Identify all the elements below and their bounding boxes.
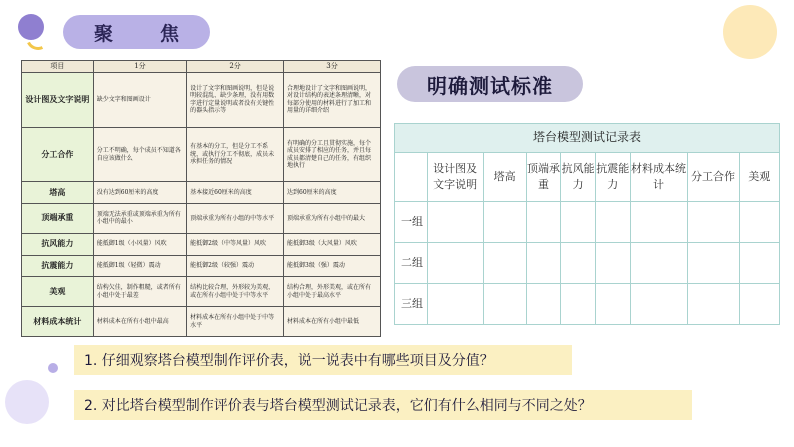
record-row [395,284,780,325]
evaluation-item-label: 设计图及文字说明 [22,72,94,127]
record-row [395,243,780,284]
evaluation-score-3: 材料成本在所有小组中最低 [284,307,381,337]
evaluation-row [22,204,381,234]
evaluation-score-2: 基本接近60厘米的高度 [187,182,284,204]
evaluation-score-1: 结构欠佳，制作粗糙，或者所有小组中处于最差 [93,277,186,307]
record-cell[interactable] [427,243,483,284]
record-cell[interactable] [561,243,596,284]
record-header-cell: 抗震能力 [595,153,630,202]
evaluation-score-3: 达到60厘米的高度 [284,182,381,204]
evaluation-row [22,307,381,337]
evaluation-score-3: 顶端承重为所有小组中的最大 [284,204,381,234]
record-cell[interactable] [687,243,739,284]
decorative-circle-bottom [5,380,49,424]
evaluation-header-cell: 项目 [22,61,94,73]
record-cell[interactable] [483,284,526,325]
evaluation-score-2: 有基本的分工，但是分工不系统，或执行分工不彻底，成员未承担任务的情况 [187,127,284,182]
evaluation-score-3: 有明确的分工且贯彻实施，每个成员安排了相应的任务，并且每成员都清楚自己的任务，有组织地执行 [284,127,381,182]
record-cell[interactable] [739,202,780,243]
evaluation-score-2: 设计了文字和图画说明，但是说明较混乱、缺少条理，没有用数字进行定量说明或者没有关键性的器头指示等 [187,72,284,127]
record-cell[interactable] [595,202,630,243]
record-cell[interactable] [561,284,596,325]
record-cell[interactable] [739,243,780,284]
record-header-cell: 材料成本统计 [630,153,687,202]
evaluation-score-2: 顶端承重为所有小组的中等水平 [187,204,284,234]
record-cell[interactable] [630,202,687,243]
evaluation-item-label: 抗风能力 [22,233,94,255]
record-cell[interactable] [739,284,780,325]
evaluation-header-cell: 2分 [187,61,284,73]
evaluation-table-image [21,60,381,337]
evaluation-score-1: 能抵御1级（轻微）震动 [93,255,186,277]
evaluation-score-1: 分工不明确，每个成员不知道各自应该做什么 [93,127,186,182]
evaluation-item-label: 塔高 [22,182,94,204]
evaluation-item-label: 顶端承重 [22,204,94,234]
record-cell[interactable] [427,202,483,243]
decorative-sun-circle [723,5,777,59]
evaluation-score-1: 缺少文字和图画设计 [93,72,186,127]
record-table [394,123,780,325]
evaluation-score-2: 能抵御2级（中等风量）风吹 [187,233,284,255]
evaluation-score-1: 没有达到60厘米的高度 [93,182,186,204]
record-cell[interactable] [595,284,630,325]
evaluation-row [22,255,381,277]
question-2-text: 2. 对比塔台模型制作评价表与塔台模型测试记录表，它们有什么相同与不同之处？ [84,398,592,414]
evaluation-score-1: 顶端无法承重或顶端承重为所有小组中的最小 [93,204,186,234]
question-1 [74,345,572,375]
record-cell[interactable] [427,284,483,325]
record-table-container [394,123,780,324]
record-cell[interactable] [630,243,687,284]
evaluation-item-label: 材料成本统计 [22,307,94,337]
evaluation-score-1: 能抵御1级（小风量）风吹 [93,233,186,255]
evaluation-row [22,233,381,255]
record-header-cell: 塔高 [483,153,526,202]
record-header-cell: 顶端承重 [526,153,561,202]
evaluation-table [21,60,381,337]
evaluation-score-2: 结构比较合理，外形较为美观，或在所有小组中处于中等水平 [187,277,284,307]
record-header-row [395,153,780,202]
record-header-cell: 美观 [739,153,780,202]
record-header-cell [395,153,428,202]
record-row-label: 三组 [395,284,428,325]
section-title-text: 聚 焦 [93,22,193,45]
record-table-caption: 塔台模型测试记录表 [395,124,780,153]
evaluation-score-3: 能抵御3级（强）震动 [284,255,381,277]
evaluation-item-label: 抗震能力 [22,255,94,277]
evaluation-header-cell: 3分 [284,61,381,73]
evaluation-score-2: 能抵御2级（较强）震动 [187,255,284,277]
record-cell[interactable] [687,202,739,243]
test-standard-text: 明确测试标准 [427,73,553,98]
record-cell[interactable] [595,243,630,284]
decorative-dot [48,363,58,373]
record-row-label: 二组 [395,243,428,284]
evaluation-score-1: 材料成本在所有小组中最高 [93,307,186,337]
evaluation-score-2: 材料成本在所有小组中处于中等水平 [187,307,284,337]
evaluation-row [22,127,381,182]
record-cell[interactable] [630,284,687,325]
question-2 [74,390,692,420]
record-cell[interactable] [526,284,561,325]
record-cell[interactable] [526,243,561,284]
record-cell[interactable] [561,202,596,243]
record-cell[interactable] [483,202,526,243]
record-header-cell: 设计图及文字说明 [427,153,483,202]
evaluation-header-cell: 1分 [93,61,186,73]
evaluation-score-3: 能抵御3级（大风量）风吹 [284,233,381,255]
evaluation-header-row [22,61,381,73]
test-standard-label [397,66,583,102]
evaluation-row [22,182,381,204]
question-1-text: 1. 仔细观察塔台模型制作评价表，说一说表中有哪些项目及分值？ [84,353,494,369]
evaluation-score-3: 结构合理，外形美观，或在所有小组中处于最高水平 [284,277,381,307]
record-row-label: 一组 [395,202,428,243]
section-title [63,15,210,49]
record-cell[interactable] [687,284,739,325]
record-cell[interactable] [526,202,561,243]
evaluation-item-label: 美观 [22,277,94,307]
record-cell[interactable] [483,243,526,284]
record-row [395,202,780,243]
evaluation-row [22,72,381,127]
record-header-cell: 分工合作 [687,153,739,202]
record-header-cell: 抗风能力 [561,153,596,202]
evaluation-score-3: 合理地设计了文字和图画说明，对设计结构的表述条理清晰，对每部分使用的材料进行了加工和用量的详细介绍 [284,72,381,127]
evaluation-row [22,277,381,307]
evaluation-item-label: 分工合作 [22,127,94,182]
